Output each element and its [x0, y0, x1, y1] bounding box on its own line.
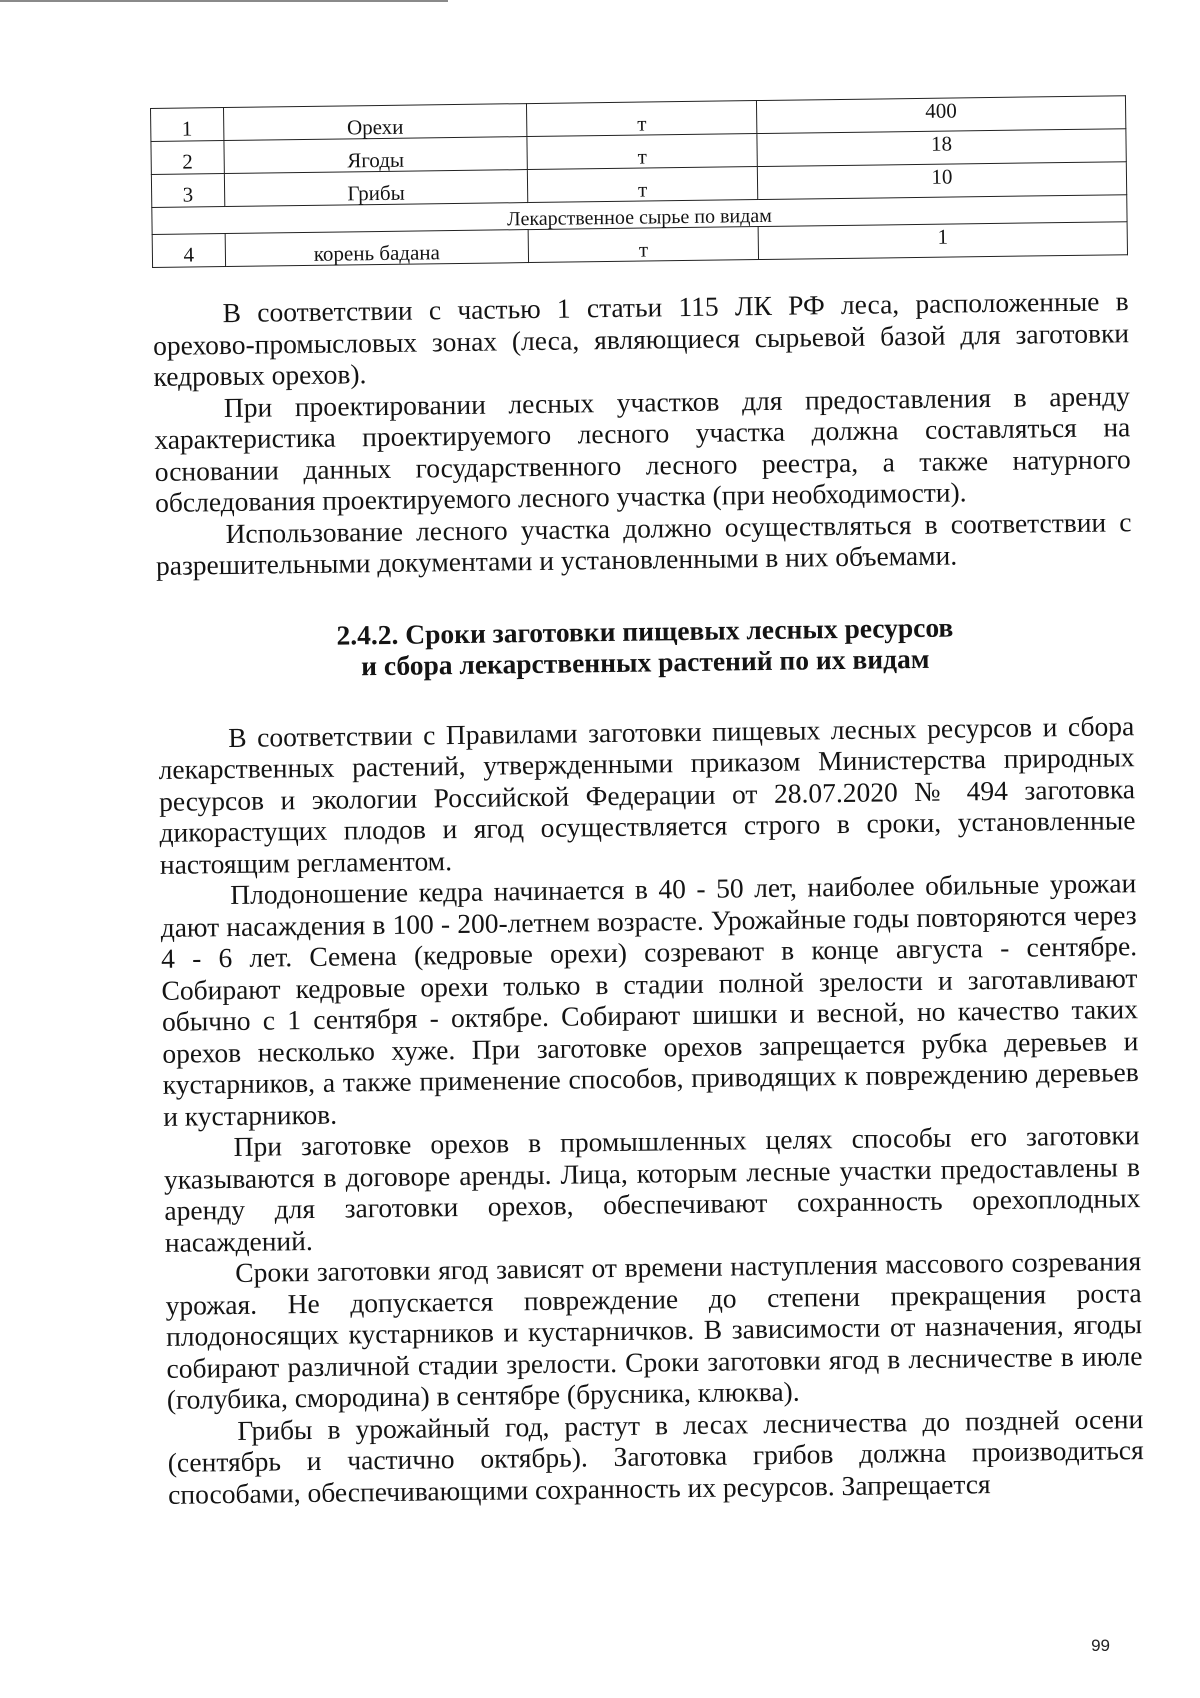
section-heading	[157, 609, 1134, 685]
resource-name: Грибы	[224, 170, 528, 207]
row-number: 2	[151, 141, 224, 175]
resource-name: Ягоды	[224, 137, 528, 174]
volume-value: 18	[757, 129, 1126, 167]
resource-name: Орехи	[223, 104, 527, 141]
paragraph: Использование лесного участка должно осуществляться в соответствии с разрешительными документами и установленными в них объемами.	[155, 505, 1132, 581]
resources-table	[150, 95, 1128, 268]
section-heading-line: и сбора лекарственных растений по их видам	[360, 642, 930, 682]
row-number: 4	[152, 234, 225, 268]
paragraph: В соответствии с Правилами заготовки пищевых лесных ресурсов и сбора лекарственных растений, утвержденными приказом Министерства природных ресурсов и экологии Российской Федерации от 28.07.2020 № 494 заготовка дикорастущих плодов и ягод осуществляется строго в сроки, установленные настоящим регламентом.	[158, 709, 1136, 880]
volume-value: 400	[756, 96, 1125, 134]
paragraph: При проектировании лесных участков для предоставления в аренду характеристика проектируемого лесного участка должна составляться на основании данных государственного лесного реестра, а также натурного обследования проектируемого лесного участка (при необходимости).	[154, 379, 1131, 518]
unit: т	[527, 134, 757, 170]
row-number: 3	[151, 174, 224, 208]
row-number: 1	[151, 108, 224, 142]
volume-value: 10	[757, 162, 1126, 200]
document-page	[150, 95, 1144, 1510]
paragraph: В соответствии с частью 1 статьи 115 ЛК РФ леса, расположенные в орехово-промысловых зонах (леса, являющиеся сырьевой базой для заготовки кедровых орехов).	[152, 285, 1130, 392]
resource-name: корень бадана	[225, 230, 529, 267]
unit: т	[528, 167, 758, 203]
unit: т	[528, 227, 758, 263]
volume-value: 1	[758, 222, 1127, 260]
table-subheader: Лекарственное сырье по видам	[152, 195, 1127, 235]
top-edge-rule	[0, 0, 448, 2]
unit: т	[527, 101, 757, 137]
paragraph: Плодоношение кедра начинается в 40 - 50 лет, наиболее обильные урожаи дают насаждения в 100 - 200-летнем возрасте. Урожайные годы повторяются через 4 - 6 лет. Семена (кедровые орехи) созревают в конце августа - сентябре. Собирают кедровые орехи только в стадии полной зрелости и заготавливают обычно с 1 сентября - октябре. Собирают шишки и весной, но качество таких орехов несколько хуже. При заготовке орехов запрещается рубка деревьев и кустарников, а также применение способов, приводящих к повреждению деревьев и кустарников.	[160, 867, 1139, 1132]
paragraph: Сроки заготовки ягод зависят от времени наступления массового созревания урожая. Не допускается повреждение до степени прекращения роста плодоносящих кустарников и кустарничков. В зависимости от назначения, ягоды собирают различной стадии зрелости. Сроки заготовки ягод в лесничестве в июле (голубика, смородина) в сентябре (брусника, клюква).	[165, 1245, 1143, 1415]
paragraph: Грибы в урожайный год, растут в лесах лесничества до поздней осени (сентябрь и частично октябрь). Заготовка грибов должна производиться способами, обеспечивающими сохранность их ресурсов. Запрещается	[167, 1402, 1144, 1510]
page-number: 99	[1091, 1636, 1110, 1655]
section-heading-line: 2.4.2. Сроки заготовки пищевых лесных ресурсов	[336, 611, 954, 651]
paragraph: При заготовке орехов в промышленных целях способы его заготовки указываются в договоре аренды. Лица, которым лесные участки предоставлены в аренду для заготовки орехов, обеспечивают сохранность орехоплодных насаждений.	[163, 1119, 1141, 1258]
